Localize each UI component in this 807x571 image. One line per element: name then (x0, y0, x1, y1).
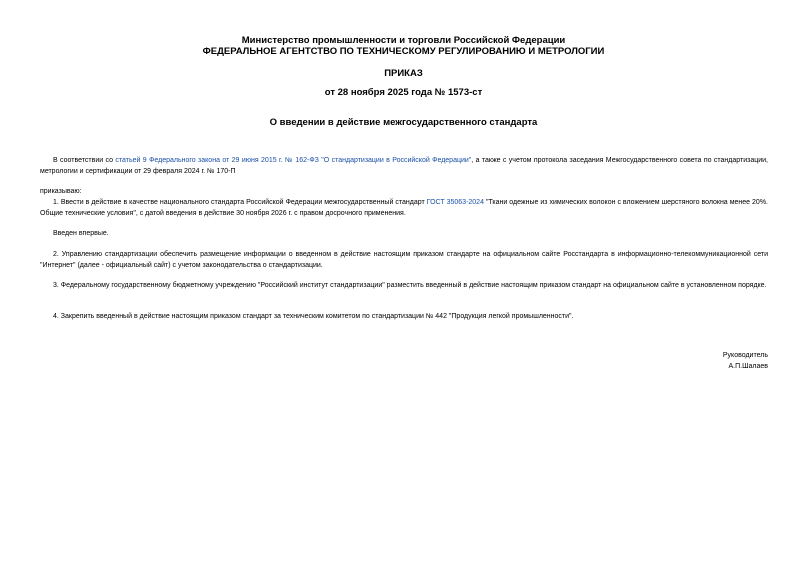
order-subject: О введении в действие межгосударственного стандарта (269, 117, 538, 128)
ministry-name: Министерство промышленности и торговли Российской Федерации (241, 35, 566, 46)
item-2-paragraph: 2. Управлению стандартизации обеспечить размещение информации о введенном в действие настоящим приказом стандарте на официальном сайте Росстандарта в информационно-телекоммуникационной сети "Интернет" (далее - официальный сайт) с учетом законодательства о стандартизации. (40, 251, 768, 269)
preamble-suffix: , а также с учетом протокола заседания Межгосударственного совета по стандартизации, метрологии и сертификации от 29 февраля 2024 г. № 170-П (40, 157, 768, 175)
agency-name: ФЕДЕРАЛЬНОЕ АГЕНТСТВО ПО ТЕХНИЧЕСКОМУ РЕГУЛИРОВАНИЮ И МЕТРОЛОГИИ (202, 46, 605, 57)
item-1-suffix: "Ткани одежные из химических волокон с вложением шерстяного волокна менее 20%. Общие технические условия", с датой введения в действие 30 ноября 2026 г. с правом досрочного применения. (40, 199, 768, 217)
item-1-paragraph (40, 198, 768, 219)
preamble-paragraph (40, 156, 768, 177)
signature-block (723, 351, 768, 372)
signatory-title: Руководитель (722, 352, 768, 359)
document-type: ПРИКАЗ (384, 68, 423, 79)
introduced-first-time: Введен впервые. (53, 230, 109, 237)
item-3-paragraph: 3. Федеральному государственному бюджетному учреждению "Российский институт стандартизации" разместить введенный в действие настоящим приказом стандарт на официальном сайте в установленном порядке. (53, 282, 767, 289)
document-header (0, 35, 807, 57)
preamble-prefix: В соответствии со (53, 157, 116, 164)
order-date-number: от 28 ноября 2025 года № 1573-ст (324, 87, 483, 98)
item-1-prefix: 1. Ввести в действие в качестве национального стандарта Российской Федерации межгосударственный стандарт (53, 199, 427, 206)
law-link[interactable]: статьей 9 Федерального закона от 29 июня 2015 г. № 162-ФЗ "О стандартизации в Российской Федерации" (115, 157, 472, 164)
gost-link[interactable]: ГОСТ 35063-2024 (426, 199, 484, 206)
item-4-paragraph: 4. Закрепить введенный в действие настоящим приказом стандарт за техническим комитетом по стандартизации № 442 "Продукция легкой промышленности". (53, 313, 574, 320)
orders-word: приказываю: (40, 188, 82, 195)
signatory-name: А.П.Шалаев (728, 362, 768, 370)
